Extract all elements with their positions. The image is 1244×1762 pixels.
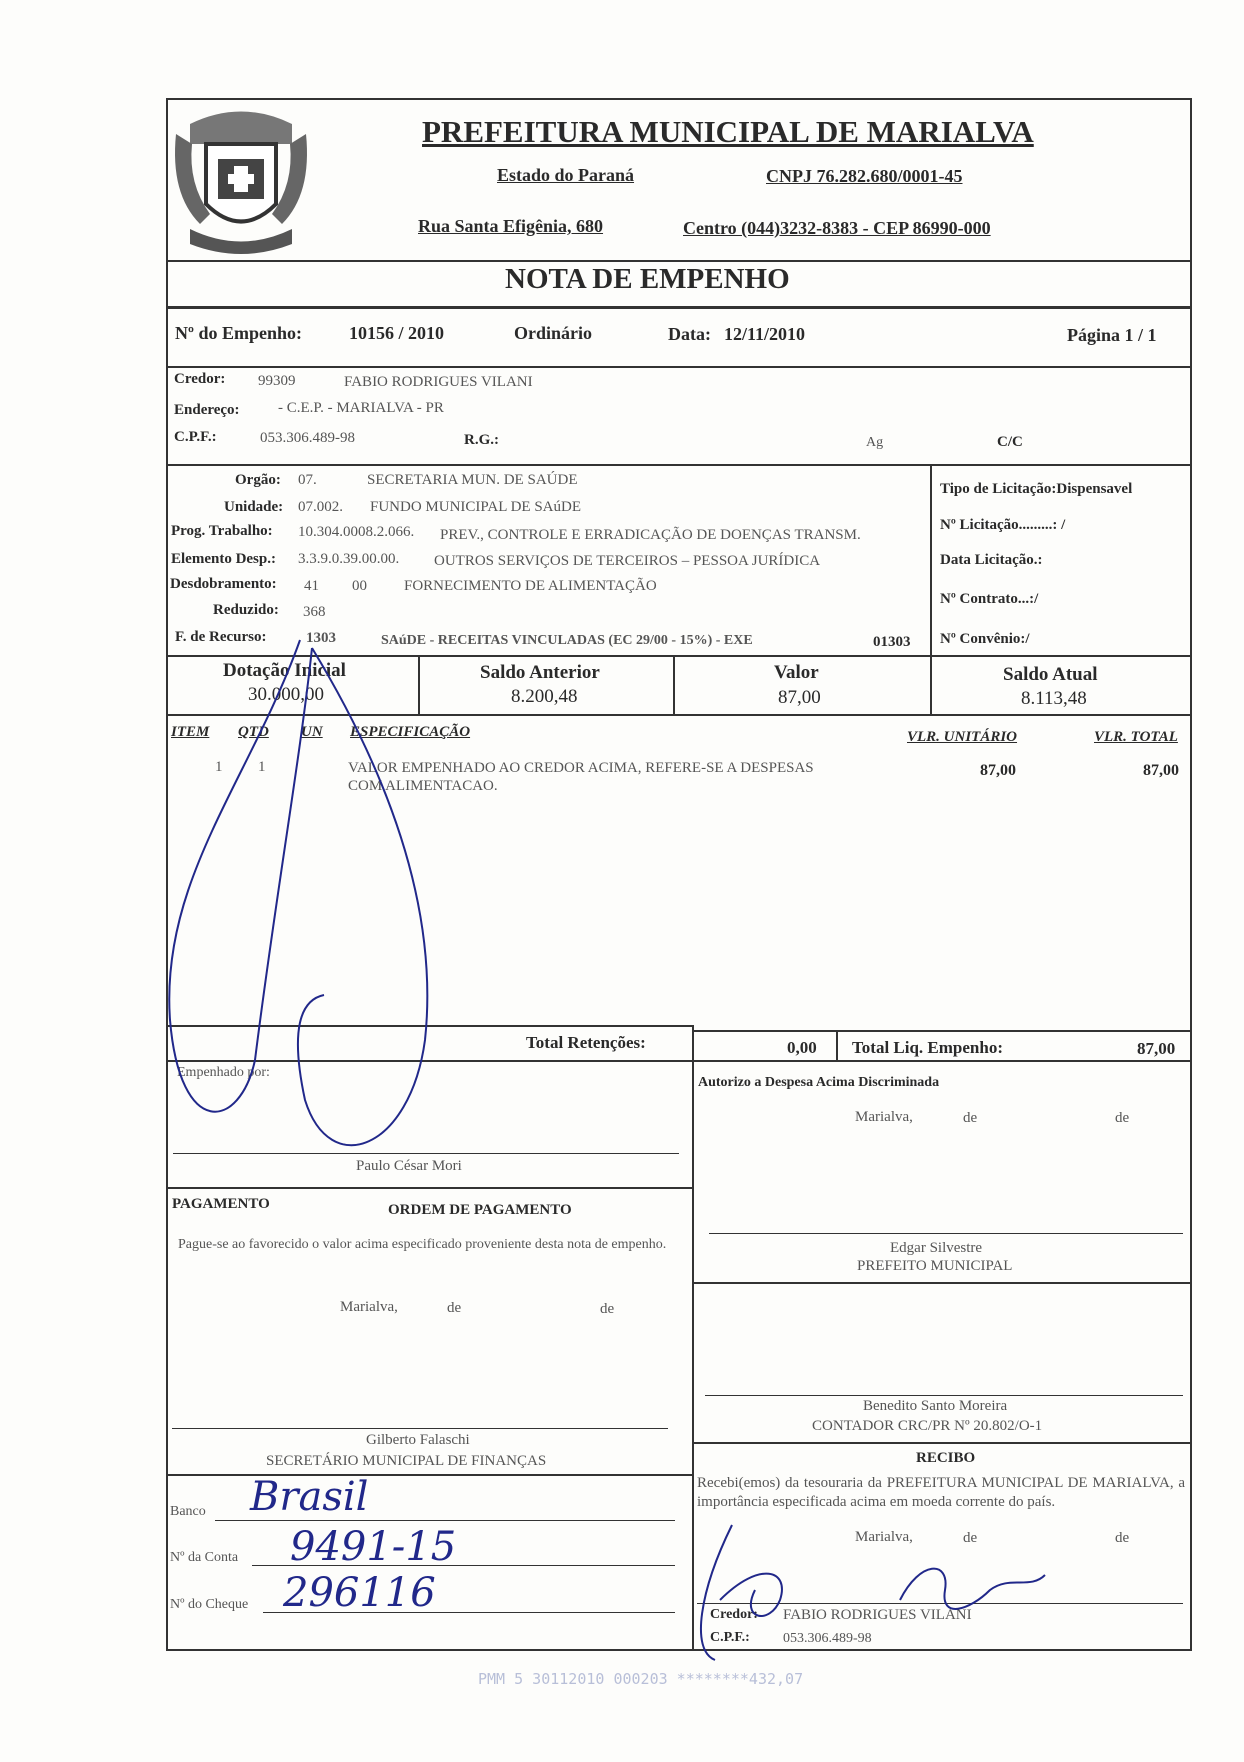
recurso-name: SAúDE - RECEITAS VINCULADAS (EC 29/00 - 15%) - EXE [381,633,753,648]
item-total-value: 87,00 [1143,762,1179,779]
items-header-item: ITEM [171,724,210,740]
recibo-place: Marialva, [855,1529,913,1545]
empenho-number-label: Nº do Empenho: [175,323,302,343]
valor-label: Valor [774,662,819,683]
items-header-especificacao: ESPECIFICAÇÃO [350,724,471,740]
divider [166,1187,692,1189]
recibo-cpf-label: C.P.F.: [710,1630,750,1645]
items-header-vlr-unitario: VLR. UNITÁRIO [907,729,1018,745]
item-description-line1: VALOR EMPENHADO AO CREDOR ACIMA, REFERE-SE A DESPESAS [348,760,814,776]
empenho-date-label: Data: [668,324,711,344]
empenhado-signer: Paulo César Mori [356,1158,462,1174]
page-number: Página 1 / 1 [1067,325,1157,345]
total-liquido-value: 87,00 [1137,1039,1176,1058]
pagamento-text: Pague-se ao favorecido o valor acima especificado proveniente desta nota de empenho. [178,1237,667,1252]
signature-line [173,1153,679,1154]
bank-processing-stamp: PMM 5 30112010 000203 ********432,07 [478,1670,804,1688]
recurso-label: F. de Recurso: [175,629,267,645]
recibo-credor-name: FABIO RODRIGUES VILANI [783,1607,972,1623]
divider [836,1030,838,1060]
autorizo-de-1: de [963,1110,978,1126]
unidade-code: 07.002. [298,499,343,515]
pagamento-place: Marialva, [340,1299,398,1315]
secretario-role: SECRETÁRIO MUNICIPAL DE FINANÇAS [266,1453,547,1469]
empenho-date: 12/11/2010 [724,324,806,344]
secretario-name: Gilberto Falaschi [366,1432,470,1448]
recurso-code: 1303 [306,630,336,646]
recibo-cpf-value: 053.306.489-98 [783,1631,872,1646]
prog-trabalho-code: 10.304.0008.2.066. [298,524,415,540]
recibo-label: RECIBO [916,1450,976,1466]
divider [692,1025,694,1060]
autorizo-place: Marialva, [855,1109,913,1125]
divider [673,655,675,714]
item-unit-value: 87,00 [980,762,1016,779]
tipo-licitacao: Tipo de Licitação:Dispensavel [940,481,1133,497]
reduzido-label: Reduzido: [213,602,279,618]
pagamento-label: PAGAMENTO [172,1196,270,1212]
orgao-name: SECRETARIA MUN. DE SAÚDE [367,472,578,488]
saldo-anterior-value: 8.200,48 [511,686,578,707]
items-header-vlr-total: VLR. TOTAL [1094,729,1178,745]
prog-trabalho-name: PREV., CONTROLE E ERRADICAÇÃO DE DOENÇAS TRANSM. [440,527,861,543]
credor-label: Credor: [174,371,226,387]
reduzido-value: 368 [303,604,326,620]
banco-handwritten: Brasil [250,1474,369,1520]
numero-licitacao: Nº Licitação.........: / [940,517,1066,533]
state-label: Estado do Paraná [497,165,635,185]
desdobramento-name: FORNECIMENTO DE ALIMENTAÇÃO [404,578,657,594]
pagamento-de-1: de [447,1300,462,1316]
signature-line [705,1395,1183,1396]
prog-trabalho-label: Prog. Trabalho: [171,523,273,539]
credor-name: FABIO RODRIGUES VILANI [344,374,533,390]
ordem-pagamento-label: ORDEM DE PAGAMENTO [388,1202,572,1218]
cheque-handwritten: 296116 [283,1570,436,1616]
recibo-de-1: de [963,1530,978,1546]
divider [418,655,420,714]
empenho-number: 10156 / 2010 [349,323,445,343]
divider [166,1025,692,1027]
dotacao-inicial-value: 30.000,00 [248,684,324,705]
recibo-text: Recebi(emos) da tesouraria da PREFEITURA MUNICIPAL DE MARIALVA, a importância especificada acima em moeda corrente do país. [697,1475,1185,1510]
divider [692,1282,1192,1284]
divider [166,306,1192,309]
prefeito-role: PREFEITO MUNICIPAL [857,1258,1013,1274]
divider [930,655,932,714]
cheque-label: Nº do Cheque [170,1597,249,1612]
rg-label: R.G.: [464,432,499,448]
data-licitacao: Data Licitação.: [940,552,1043,568]
orgao-label: Orgão: [235,472,281,488]
desdobramento-code: 41 [304,578,319,594]
contador-role: CONTADOR CRC/PR Nº 20.802/O-1 [812,1418,1043,1434]
divider [166,714,1192,716]
items-header-un: UN [301,724,323,740]
divider [166,1474,692,1476]
cnpj-label: CNPJ 76.282.680/0001-45 [766,166,963,186]
document-title: NOTA DE EMPENHO [505,263,790,295]
ag-label: Ag [866,435,884,450]
divider [692,1060,694,1650]
signature-line [172,1428,668,1429]
saldo-anterior-label: Saldo Anterior [480,662,600,683]
item-qtd: 1 [258,759,266,775]
prefeito-name: Edgar Silvestre [890,1240,983,1256]
divider [166,366,1192,368]
divider [166,1060,1192,1062]
recibo-credor-label: Credor: [710,1607,758,1622]
numero-contrato: Nº Contrato...:/ [940,591,1039,607]
autorizo-de-2: de [1115,1110,1130,1126]
total-retencoes-value: 0,00 [787,1038,817,1057]
elemento-code: 3.3.9.0.39.00.00. [298,551,400,567]
divider [166,655,1192,657]
item-description-line2: COM ALIMENTACAO. [348,778,498,794]
street-address: Rua Santa Efigênia, 680 [418,216,604,236]
cpf-label: C.P.F.: [174,429,217,445]
unidade-label: Unidade: [224,499,284,515]
contador-name: Benedito Santo Moreira [863,1398,1008,1414]
recibo-de-2: de [1115,1530,1130,1546]
divider [692,1442,1192,1444]
cc-label: C/C [997,434,1023,450]
conta-label: Nº da Conta [170,1550,239,1565]
saldo-atual-value: 8.113,48 [1021,688,1087,709]
total-retencoes-label: Total Retenções: [526,1033,646,1052]
empenhado-por-label: Empenhado por: [177,1065,270,1080]
desdobramento-sub: 00 [352,578,367,594]
prefeitura-title: PREFEITURA MUNICIPAL DE MARIALVA [422,114,1034,149]
dotacao-inicial-label: Dotação Inicial [223,660,346,681]
pagamento-de-2: de [600,1301,615,1317]
divider [166,464,1192,466]
divider [692,1030,1192,1032]
unidade-name: FUNDO MUNICIPAL DE SAúDE [370,499,581,515]
desdobramento-label: Desdobramento: [170,576,277,592]
elemento-label: Elemento Desp.: [171,551,276,567]
orgao-code: 07. [298,472,317,488]
conta-handwritten: 9491-15 [290,1524,457,1570]
signature-line [697,1603,1183,1604]
divider [930,464,932,656]
banco-label: Banco [170,1504,206,1519]
empenho-type: Ordinário [514,323,593,343]
banco-line [215,1520,675,1521]
saldo-atual-label: Saldo Atual [1003,664,1098,685]
divider [166,260,1192,262]
total-liquido-label: Total Liq. Empenho: [852,1038,1003,1057]
signature-line [709,1233,1183,1234]
items-header-qtd: QTD [238,724,269,740]
endereco-value: - C.E.P. - MARIALVA - PR [278,400,444,416]
contact-info: Centro (044)3232-8383 - CEP 86990-000 [683,218,991,238]
recurso-number: 01303 [873,634,911,650]
cpf-value: 053.306.489-98 [260,430,355,446]
endereco-label: Endereço: [174,402,240,418]
elemento-name: OUTROS SERVIÇOS DE TERCEIROS – PESSOA JURÍDICA [434,553,821,569]
numero-convenio: Nº Convênio:/ [940,631,1030,647]
item-number: 1 [215,759,223,775]
autorizo-label: Autorizo a Despesa Acima Discriminada [698,1075,940,1090]
credor-code: 99309 [258,373,296,389]
valor-value: 87,00 [778,687,821,708]
